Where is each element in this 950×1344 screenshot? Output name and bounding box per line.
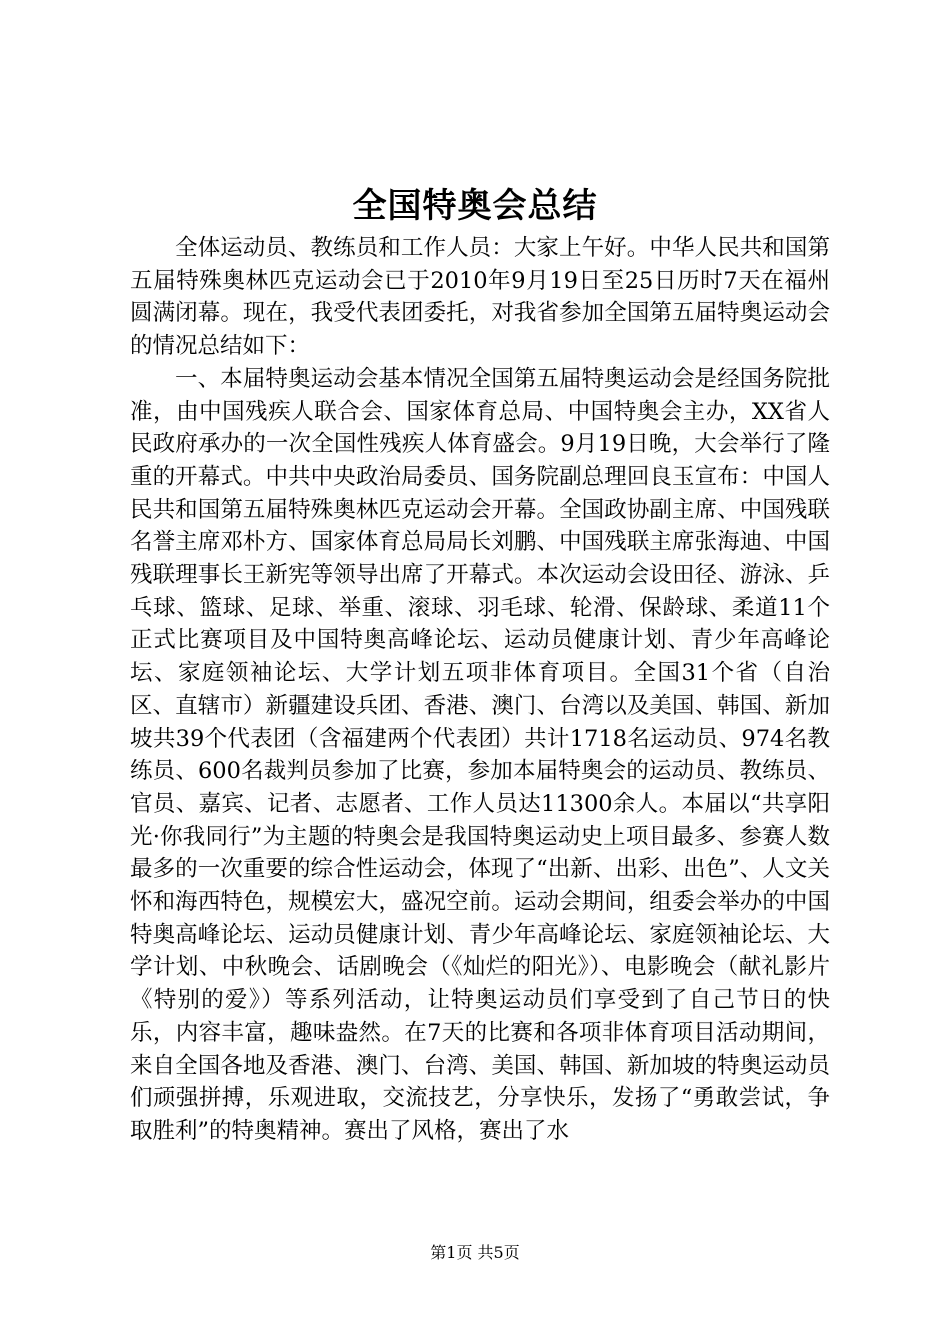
document-title: 全国特奥会总结	[352, 186, 598, 226]
paragraph-basic-info: 一、本届特奥运动会基本情况全国第五届特奥运动会是经国务院批准，由中国残疾人联合会、国家体育总局、中国特奥会主办，XX省人民政府承办的一次全国性残疾人体育盛会。9月19日晚，大会举行了隆重的开幕式。中共中央政治局委员、国务院副总理回良玉宣布：中国人民共和国第五届特殊奥林匹克运动会开幕。全国政协副主席、中国残联名誉主席邓朴方、国家体育总局局长刘鹏、中国残联主席张海迪、中国残联理事长王新宪等领导出席了开幕式。本次运动会设田径、游泳、乒乓球、篮球、足球、举重、滚球、羽毛球、轮滑、保龄球、柔道11个正式比赛项目及中国特奥高峰论坛、运动员健康计划、青少年高峰论坛、家庭领袖论坛、大学计划五项非体育项目。全国31个省（自治区、直辖市）新疆建设兵团、香港、澳门、台湾以及美国、韩国、新加坡共39个代表团（含福建两个代表团）共计1718名运动员、974名教练员、600名裁判员参加了比赛，参加本届特奥会的运动员、教练员、官员、嘉宾、记者、志愿者、工作人员达11300余人。本届以“共享阳光·你我同行”为主题的特奥会是我国特奥运动史上项目最多、参赛人数最多的一次重要的综合性运动会，体现了“出新、出彩、出色”、人文关怀和海西特色，规模宏大，盛况空前。运动会期间，组委会举办的中国特奥高峰论坛、运动员健康计划、青少年高峰论坛、家庭领袖论坛、大学计划、中秋晚会、话剧晚会（《灿烂的阳光》）、电影晚会（献礼影片《特别的爱》）等系列活动，让特奥运动员们享受到了自己节日的快乐，内容丰富，趣味盎然。在7天的比赛和各项非体育项目活动期间，来自全国各地及香港、澳门、台湾、美国、韩国、新加坡的特奥运动员们顽强拼搏，乐观进取，交流技艺，分享快乐，发扬了“勇敢尝试，争取胜利”的特奥精神。赛出了风格，赛出了水	[130, 365, 830, 1144]
page-number-footer: 第1页 共5页	[430, 1243, 520, 1262]
document-body	[130, 232, 830, 1148]
paragraph-greeting: 全体运动员、教练员和工作人员：大家上午好。中华人民共和国第五届特殊奥林匹克运动会已于2010年9月19日至25日历时7天在福州圆满闭幕。现在，我受代表团委托，对我省参加全国第五届特奥运动会的情况总结如下：	[130, 235, 830, 360]
